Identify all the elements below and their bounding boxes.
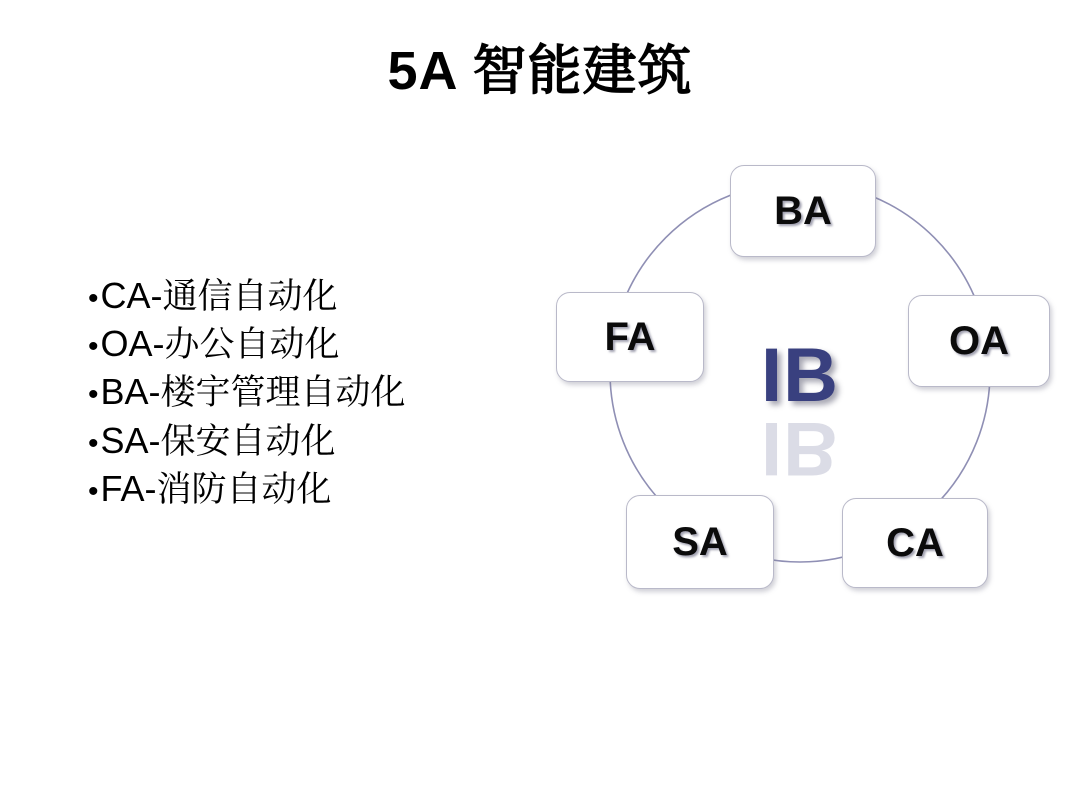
diagram-node-sa[interactable] — [626, 495, 774, 589]
list-item — [88, 272, 518, 320]
list-item — [88, 465, 518, 513]
bullet-marker: • — [88, 426, 99, 460]
diagram-node-label: CA — [886, 520, 944, 565]
diagram-node-label: SA — [672, 519, 728, 564]
diagram-node-label: OA — [949, 318, 1009, 363]
bullet-code: CA- — [100, 275, 163, 316]
diagram-node-label: BA — [774, 188, 832, 233]
center-label: IB — [761, 332, 839, 418]
diagram-node-label: FA — [604, 314, 656, 359]
bullet-text: 保安自动化 — [160, 421, 336, 462]
bullet-code: OA- — [100, 323, 165, 365]
diagram-node-oa[interactable] — [908, 295, 1050, 387]
bullet-code: FA- — [100, 467, 157, 509]
bullet-marker: • — [88, 378, 99, 412]
bullet-code: BA- — [100, 371, 161, 413]
center-label-reflection: IB — [761, 406, 839, 491]
bullet-text: 消防自动化 — [156, 469, 332, 510]
list-item — [88, 417, 518, 465]
bullet-marker: • — [88, 474, 99, 508]
bullet-text: 楼宇管理自动化 — [160, 373, 406, 414]
bullet-code: SA- — [100, 419, 161, 461]
diagram-node-ba[interactable] — [730, 165, 876, 257]
list-item — [88, 320, 518, 368]
bullet-marker: • — [88, 282, 99, 315]
bullet-text: 办公自动化 — [164, 325, 340, 366]
page-title: 5A 智能建筑 — [387, 41, 693, 101]
diagram-node-fa[interactable] — [556, 292, 704, 382]
bullet-text: 通信自动化 — [162, 277, 338, 317]
diagram-node-ca[interactable] — [842, 498, 988, 588]
cycle-diagram — [530, 140, 1070, 620]
list-item — [88, 368, 518, 416]
bullet-list — [88, 272, 518, 513]
bullet-marker: • — [88, 330, 99, 364]
